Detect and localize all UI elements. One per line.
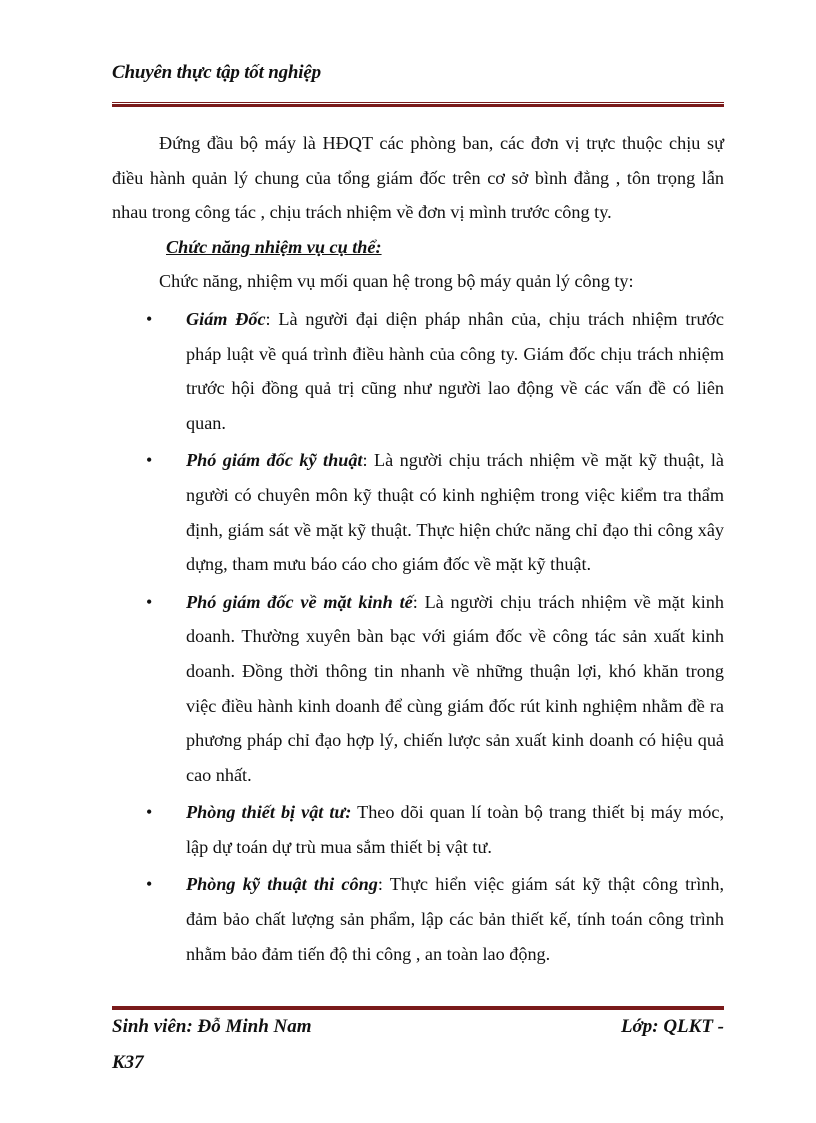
intro-paragraph: Đứng đầu bộ máy là HĐQT các phòng ban, các đơn vị trực thuộc chịu sự điều hành quản lý chung của tổng giám đốc trên cơ sở bình đẳng , tôn trọng lẫn nhau trong công tác , chịu trách nhiệm về đơn vị mình trước công ty. — [112, 133, 724, 223]
item-term: Phòng kỹ thuật thi công — [186, 874, 378, 895]
lead-paragraph: Chức năng, nhiệm vụ mối quan hệ trong bộ máy quản lý công ty: — [159, 271, 634, 292]
bullet-icon: • — [146, 308, 153, 329]
list-item — [112, 585, 724, 793]
footer-class: Lớp: QLKT - — [620, 1016, 724, 1037]
item-term: Phó giám đốc kỹ thuật — [186, 450, 363, 471]
item-text: : Là người chịu trách nhiệm về mặt kinh doanh. Thường xuyên bàn bạc với giám đốc về công tác sản xuất kinh doanh. Đồng thời thông tin nhanh về những thuận lợi, khó khăn trong việc điều hành kinh doanh để cùng giám đốc rút kinh nghiệm nhằm đề ra phương pháp chỉ đạo hợp lý, chiến lược sản xuất kinh doanh có hiệu quả cao nhất. — [186, 591, 724, 785]
bullet-icon: • — [146, 450, 153, 471]
item-text: : Là người đại diện pháp nhân của, chịu trách nhiệm trước pháp luật về quá trình điều hành của công ty. Giám đốc chịu trách nhiệm trước hội đồng quả trị cũng như người lao động về các vấn đề có liên quan. — [186, 308, 724, 433]
footer-student: Sinh viên: Đỗ Minh Nam — [112, 1016, 312, 1037]
bullet-icon: • — [146, 591, 153, 612]
subheading-text: Chức năng nhiệm vụ cụ thể — [166, 236, 376, 257]
section-subheading — [112, 230, 724, 265]
document-body — [112, 126, 724, 971]
item-text: Theo dõi quan lí toàn bộ trang thiết bị máy móc, lập dự toán dự trù mua sắm thiết bị vật tư. — [186, 802, 725, 857]
item-term: Giám Đốc — [186, 308, 266, 329]
duty-list — [112, 302, 724, 971]
bullet-icon: • — [146, 802, 153, 823]
list-item — [112, 795, 724, 864]
item-text: : Là người chịu trách nhiệm về mặt kỹ thuật, là người có chuyên môn kỹ thuật có kinh nghiệm trong việc kiểm tra thẩm định, giám sát về mặt kỹ thuật. Thực hiện chức năng chỉ đạo thi công xây dựng, tham mưu báo cáo cho giám đốc về mặt kỹ thuật. — [186, 450, 724, 575]
footer-class-continued: K37 — [112, 1052, 144, 1073]
header-divider — [112, 102, 724, 107]
list-item — [112, 443, 724, 581]
bullet-icon: • — [146, 874, 153, 895]
footer-divider — [112, 1005, 724, 1010]
item-text: : Thực hiển việc giám sát kỹ thật công trình, đảm bảo chất lượng sản phẩm, lập các bản thiết kế, tính toán công trình nhằm bảo đảm tiến độ thi công , an toàn lao động. — [186, 874, 724, 964]
list-item — [112, 302, 724, 440]
item-term: Phòng thiết bị vật tư: — [186, 802, 352, 823]
item-term: Phó giám đốc về mặt kinh tế — [186, 591, 413, 612]
subheading-colon: : — [375, 236, 382, 257]
page-header-title: Chuyên thực tập tốt nghiệp — [112, 62, 321, 83]
list-item — [112, 867, 724, 971]
